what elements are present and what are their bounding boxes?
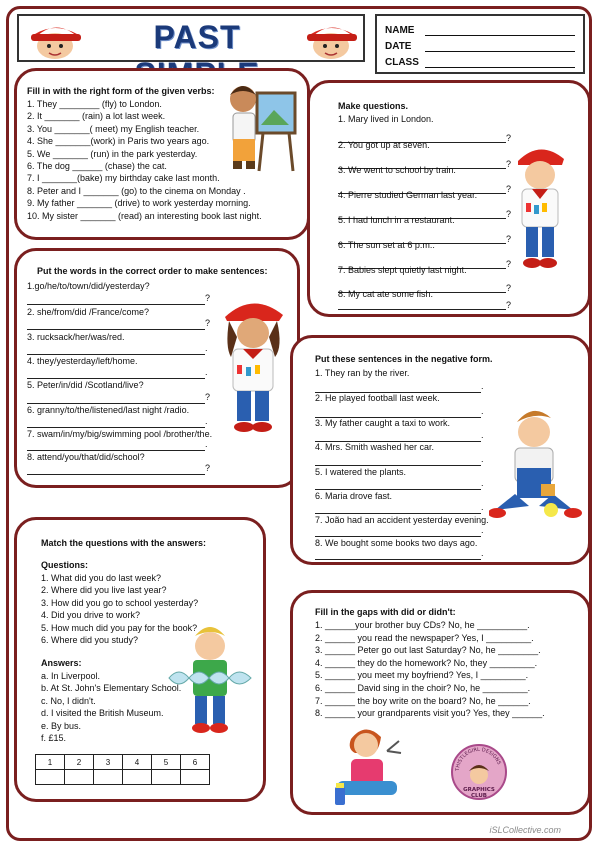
list-item: 10. My sister _______ (read) an interesting book last night. bbox=[27, 210, 262, 221]
exercise-heading: Fill in with the right form of the given verbs: bbox=[27, 86, 215, 96]
list-item: 3. rucksack/her/was/red. bbox=[27, 332, 125, 342]
end-mark: . bbox=[205, 416, 208, 426]
kid-face-right-icon bbox=[301, 20, 361, 60]
end-mark: ? bbox=[205, 392, 211, 402]
exercise-heading: Make questions. bbox=[338, 101, 409, 111]
class-field[interactable] bbox=[425, 57, 575, 68]
footer-watermark: iSLCollective.com bbox=[489, 825, 561, 835]
list-item: 5. ______ you meet my boyfriend? Yes, I _________. bbox=[315, 670, 529, 681]
end-mark: . bbox=[205, 343, 208, 353]
list-item: 1. What did you do last week? bbox=[41, 573, 162, 583]
list-item: 2. Where did you live last year? bbox=[41, 585, 167, 596]
list-item: 8. My cat ate some fish. bbox=[338, 289, 434, 299]
badge-logo bbox=[451, 741, 507, 803]
question-mark: ? bbox=[506, 234, 512, 244]
questions-label: Questions: bbox=[41, 560, 89, 570]
answer-line[interactable] bbox=[27, 426, 205, 428]
list-item: 1. They ran by the river. bbox=[315, 368, 410, 378]
list-item: 7. swam/in/my/big/swimming pool /brother/the. bbox=[27, 429, 213, 439]
list-item: 1. Mary lived in London. bbox=[338, 114, 434, 124]
exercise-word-order bbox=[14, 248, 300, 488]
question-mark: ? bbox=[506, 300, 512, 310]
list-item: 4. ______ they do the homework? No, they _________. bbox=[315, 657, 538, 668]
list-item: 5. I had lunch in a restaurant. bbox=[338, 215, 455, 225]
list-item: 2. ______ you read the newspaper? Yes, I _________. bbox=[315, 632, 534, 643]
grid-answer-cell[interactable] bbox=[152, 770, 181, 785]
answer-line[interactable] bbox=[27, 377, 205, 379]
grid-header-cell: 5 bbox=[152, 755, 181, 770]
page-title: PAST bbox=[153, 19, 241, 55]
badge-brand-text: THISTLEGIRL DESIGNS bbox=[454, 746, 502, 772]
list-item: 6. Maria drove fast. bbox=[315, 491, 393, 501]
list-item: 7. I _______(bake) my birthday cake last month. bbox=[27, 173, 220, 184]
exercise-make-questions bbox=[307, 80, 591, 317]
list-item: 4. Pierre studied German last year. bbox=[338, 190, 478, 200]
list-item: 7. Babies slept quietly last night. bbox=[338, 265, 467, 275]
name-field[interactable] bbox=[425, 25, 575, 36]
end-mark: ? bbox=[205, 293, 211, 303]
answer-grid bbox=[35, 754, 210, 785]
question-mark: ? bbox=[506, 159, 512, 169]
answers-label: Answers: bbox=[41, 658, 82, 668]
answer-line[interactable] bbox=[27, 449, 205, 451]
kid-face-left-icon bbox=[25, 20, 85, 60]
list-item: 1.go/he/to/town/did/yesterday? bbox=[27, 281, 150, 291]
list-item: 2. she/from/did /France/come? bbox=[27, 307, 150, 317]
answer-line[interactable] bbox=[315, 464, 481, 466]
exercise-negative-form bbox=[290, 335, 591, 565]
list-item: 8. Peter and I _______ (go) to the cinema on Monday . bbox=[27, 185, 246, 196]
end-mark: . bbox=[205, 439, 208, 449]
list-item: 1. They ________ (fly) to London. bbox=[27, 99, 162, 109]
boy-with-paper-chain-illustration bbox=[165, 618, 255, 738]
badge-club-text: CLUB bbox=[470, 793, 488, 799]
list-item: 6. ______ David sing in the choir? No, he _________. bbox=[315, 682, 531, 693]
answer-line[interactable] bbox=[27, 353, 205, 355]
list-item: 3. ______ Peter go out last Saturday? No, he ________. bbox=[315, 645, 541, 656]
answer-line[interactable] bbox=[27, 328, 205, 330]
list-item: e. By bus. bbox=[41, 720, 82, 731]
grid-header-cell: 1 bbox=[36, 755, 65, 770]
list-item: d. I visited the British Museum. bbox=[41, 708, 164, 719]
date-label: DATE bbox=[385, 41, 412, 52]
list-item: 2. It _______ (rain) a lot last week. bbox=[27, 111, 166, 122]
list-item: 3. How did you go to school yesterday? bbox=[41, 597, 199, 608]
question-mark: ? bbox=[506, 259, 512, 269]
badge-graphics-text: GRAPHICS bbox=[463, 787, 495, 793]
exercise-did-didnt bbox=[290, 590, 591, 815]
list-item: 7. ______ the boy write on the board? No, he ______. bbox=[315, 695, 531, 706]
answer-line[interactable] bbox=[27, 402, 205, 404]
exercise-fill-verbs bbox=[14, 68, 310, 240]
answer-line[interactable] bbox=[315, 512, 481, 514]
exercise-heading: Fill in the gaps with did or didn't: bbox=[315, 607, 456, 617]
grid-answer-cell[interactable] bbox=[181, 770, 210, 785]
list-item: b. At St. John's Elementary School. bbox=[41, 683, 182, 694]
boy-with-cap-illustration bbox=[510, 143, 570, 273]
grid-header-cell: 3 bbox=[94, 755, 123, 770]
end-mark: ? bbox=[205, 318, 211, 328]
exercise-heading: Put these sentences in the negative form. bbox=[315, 354, 493, 364]
painter-kid-illustration bbox=[219, 75, 299, 175]
answer-line[interactable] bbox=[27, 473, 205, 475]
list-item: 6. The dog ______ (chase) the cat. bbox=[27, 161, 167, 172]
grid-answer-cell[interactable] bbox=[36, 770, 65, 785]
girl-with-beret-illustration bbox=[217, 297, 289, 437]
exercise-match bbox=[14, 517, 266, 802]
grid-answer-cell[interactable] bbox=[65, 770, 94, 785]
list-item: 5. How much did you pay for the book? bbox=[41, 622, 198, 633]
exercise-items bbox=[315, 619, 585, 720]
grid-answer-cell[interactable] bbox=[94, 770, 123, 785]
list-item: 6. granny/to/the/listened/last night /radio. bbox=[27, 405, 190, 415]
list-item: 2. He played football last week. bbox=[315, 393, 440, 403]
list-item: 3. My father caught a taxi to work. bbox=[315, 418, 451, 428]
date-field[interactable] bbox=[425, 41, 575, 52]
answer-line[interactable] bbox=[315, 558, 481, 560]
answer-line[interactable] bbox=[315, 535, 481, 537]
full-stop: . bbox=[481, 406, 484, 416]
student-info-box bbox=[375, 14, 585, 74]
list-item: 2. You got up at seven. bbox=[338, 140, 430, 150]
list-item: 1. ______your brother buy CDs? No, he __________. bbox=[315, 620, 530, 630]
end-mark: . bbox=[205, 367, 208, 377]
girl-cutting-paper-illustration bbox=[333, 721, 413, 811]
grid-answer-cell[interactable] bbox=[123, 770, 152, 785]
question-mark: ? bbox=[506, 184, 512, 194]
list-item: 5. Peter/in/did /Scotland/live? bbox=[27, 380, 144, 390]
list-item: 6. Where did you study? bbox=[41, 635, 139, 646]
list-item: 8. attend/you/that/did/school? bbox=[27, 452, 145, 462]
list-item: 8. ______ your grandparents visit you? Yes, they ______. bbox=[315, 708, 545, 719]
end-mark: ? bbox=[205, 463, 211, 473]
list-item: 7. João had an accident yesterday evening. bbox=[315, 515, 489, 525]
full-stop: . bbox=[481, 430, 484, 440]
answer-line[interactable] bbox=[315, 488, 481, 490]
answer-line[interactable] bbox=[338, 308, 506, 310]
title-banner bbox=[17, 14, 365, 62]
list-item: 5. We _______ (run) in the park yesterday. bbox=[27, 148, 198, 159]
list-item: 4. Mrs. Smith washed her car. bbox=[315, 442, 435, 452]
list-item: 4. they/yesterday/left/home. bbox=[27, 356, 138, 366]
boy-painting-illustration bbox=[489, 398, 585, 528]
answer-line[interactable] bbox=[27, 303, 205, 305]
list-item: 4. Did you drive to work? bbox=[41, 610, 141, 621]
list-item: c. No, I didn't. bbox=[41, 695, 96, 706]
list-item: 3. You _______( meet) my English teacher. bbox=[27, 123, 200, 134]
list-item: a. In Liverpool. bbox=[41, 671, 101, 681]
name-label: NAME bbox=[385, 25, 415, 36]
list-item: 9. My father _______ (drive) to work yesterday morning. bbox=[27, 198, 251, 209]
class-label: CLASS bbox=[385, 57, 419, 68]
full-stop: . bbox=[481, 502, 484, 512]
full-stop: . bbox=[481, 454, 484, 464]
full-stop: . bbox=[481, 478, 484, 488]
grid-header-cell: 4 bbox=[123, 755, 152, 770]
full-stop: . bbox=[481, 525, 484, 535]
question-mark: ? bbox=[506, 283, 512, 293]
list-item: 8. We bought some books two days ago. bbox=[315, 538, 478, 548]
list-item: 4. She _______(work) in Paris two years ago. bbox=[27, 136, 210, 147]
question-mark: ? bbox=[506, 133, 512, 143]
grid-header-cell: 2 bbox=[65, 755, 94, 770]
exercise-heading: Put the words in the correct order to make sentences: bbox=[37, 266, 268, 276]
list-item: f. £15. bbox=[41, 733, 67, 744]
full-stop: . bbox=[481, 381, 484, 391]
question-mark: ? bbox=[506, 209, 512, 219]
list-item: 5. I watered the plants. bbox=[315, 467, 407, 477]
full-stop: . bbox=[481, 548, 484, 558]
list-item: 3. We went to school by train. bbox=[338, 165, 456, 175]
exercise-heading: Match the questions with the answers: bbox=[41, 538, 207, 548]
list-item: 6. The sun set at 6 p.m.. bbox=[338, 240, 435, 250]
grid-header-cell: 6 bbox=[181, 755, 210, 770]
